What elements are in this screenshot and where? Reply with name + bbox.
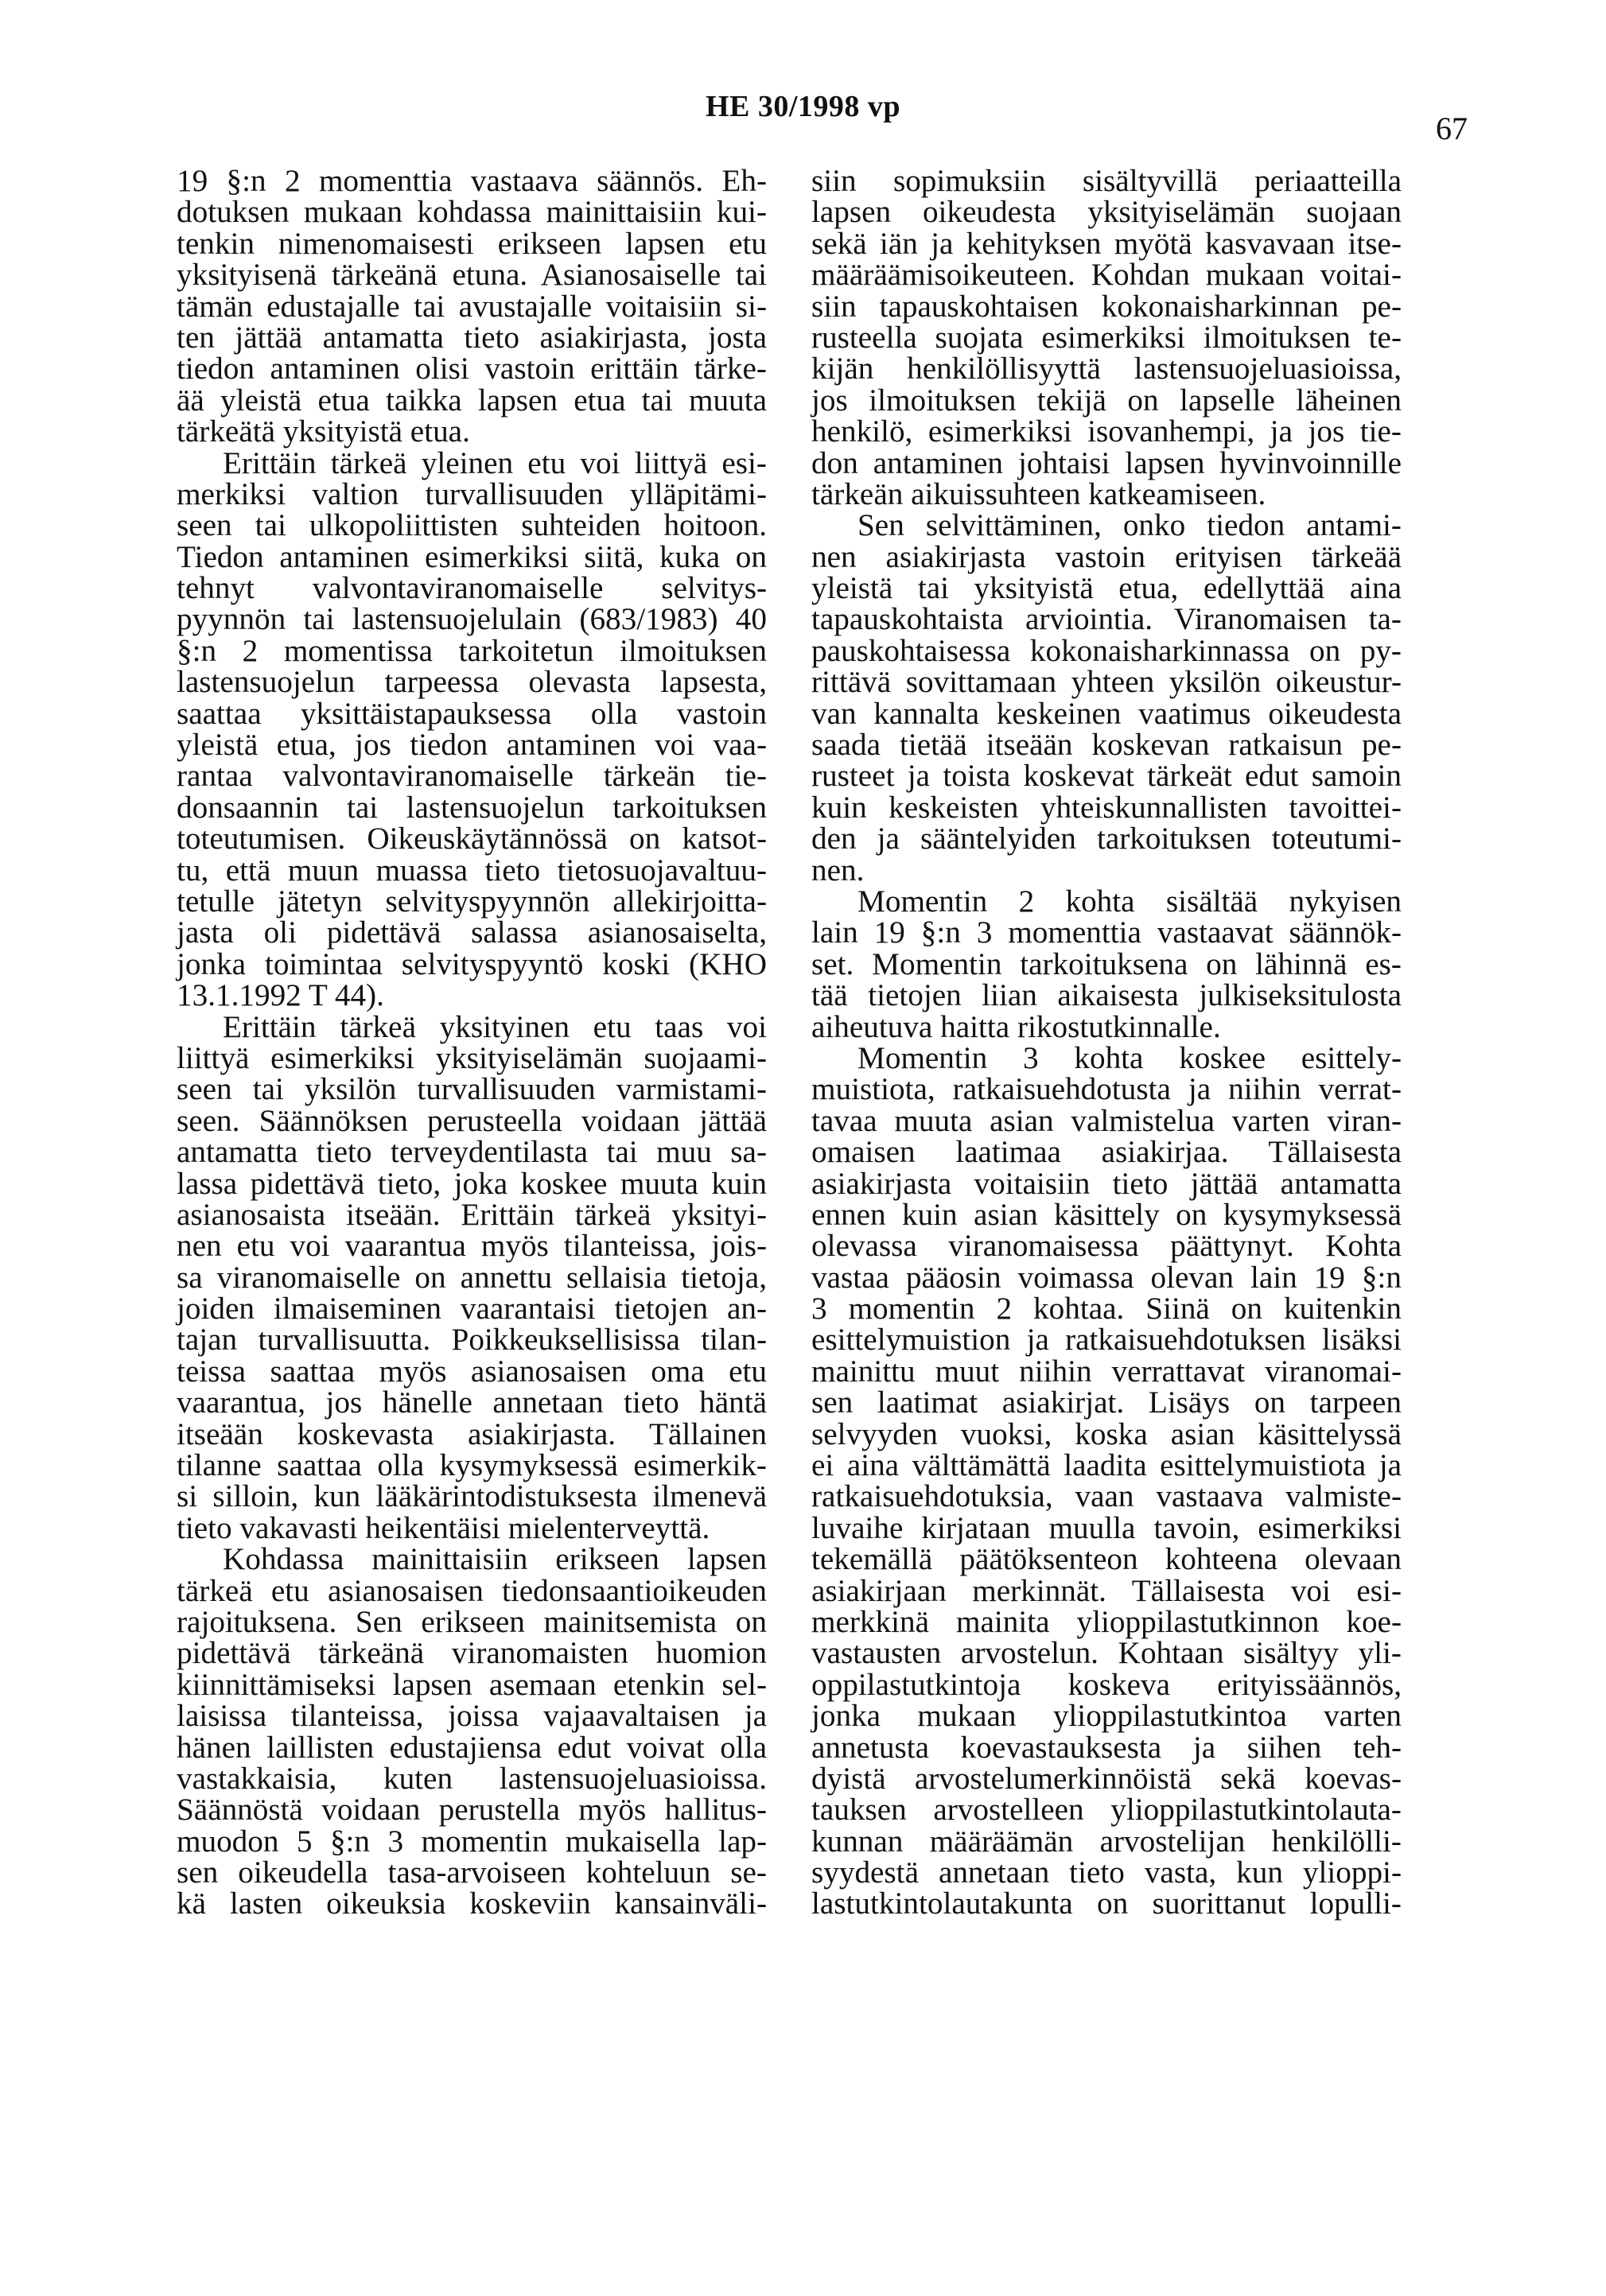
text-line: 3 momentin 2 kohtaa. Siinä on kuitenkin bbox=[811, 1292, 1402, 1327]
text-line: pyynnön tai lastensuojelulain (683/1983) 40 bbox=[177, 602, 767, 637]
text-line: jasta oli pidettävä salassa asianosaiselta, bbox=[177, 915, 767, 950]
left-text-column bbox=[177, 165, 767, 1920]
text-line: hänen laillisten edustajiensa edut voivat olla bbox=[177, 1730, 767, 1765]
text-line: lain 19 §:n 3 momenttia vastaavat säännök- bbox=[811, 915, 1402, 950]
text-line: lastutkintolautakunta on suorittanut lopulli- bbox=[811, 1886, 1402, 1921]
text-line: tää tietojen liian aikaisesta julkiseksitulosta bbox=[811, 978, 1402, 1013]
text-line: lapsen oikeudesta yksityiselämän suojaan bbox=[811, 195, 1402, 230]
text-line: Sen selvittäminen, onko tiedon antami- bbox=[857, 508, 1402, 543]
text-line: olevassa viranomaisessa päättynyt. Kohta bbox=[811, 1229, 1402, 1264]
text-line: tapauskohtaista arviointia. Viranomaisen ta- bbox=[811, 602, 1402, 637]
text-line: rajoituksena. Sen erikseen mainitsemista on bbox=[177, 1604, 767, 1639]
text-line: rantaa valvontaviranomaiselle tärkeän tie- bbox=[177, 759, 767, 794]
right-text-column bbox=[811, 165, 1402, 1920]
text-line: pidettävä tärkeänä viranomaisten huomion bbox=[177, 1636, 767, 1671]
text-line: seen. Säännöksen perusteella voidaan jättää bbox=[177, 1103, 767, 1138]
text-line: henkilö, esimerkiksi isovanhempi, ja jos tie- bbox=[811, 414, 1402, 449]
text-line: tauksen arvostelleen ylioppilastutkintolauta- bbox=[811, 1793, 1402, 1828]
text-line: kuin keskeisten yhteiskunnallisten tavoittei- bbox=[811, 790, 1402, 825]
text-line: rusteella suojata esimerkiksi ilmoituksen te- bbox=[811, 320, 1402, 355]
text-line: siin sopimuksiin sisältyvillä periaatteilla bbox=[811, 164, 1402, 198]
text-line: omaisen laatimaa asiakirjaa. Tällaisesta bbox=[811, 1135, 1402, 1170]
text-line: saada tietää itseään koskevan ratkaisun pe- bbox=[811, 728, 1402, 763]
text-line: muistiota, ratkaisuehdotusta ja niihin verrat- bbox=[811, 1072, 1402, 1107]
text-line: jonka toimintaa selvityspyyntö koski (KHO bbox=[177, 946, 767, 981]
text-line: tieto vakavasti heikentäisi mielenterveyttä. bbox=[177, 1510, 710, 1545]
text-line: esittelymuistion ja ratkaisuehdotuksen lisäksi bbox=[811, 1323, 1402, 1358]
text-line: 13.1.1992 T 44). bbox=[177, 978, 384, 1013]
text-line: Erittäin tärkeä yleinen etu voi liittyä esi- bbox=[223, 445, 767, 480]
text-line: syydestä annetaan tieto vasta, kun ylioppi- bbox=[811, 1855, 1402, 1890]
text-line: tekemällä päätöksenteon kohteena olevaan bbox=[811, 1542, 1402, 1577]
text-line: saattaa yksittäistapauksessa olla vastoin bbox=[177, 696, 767, 731]
text-line: antamatta tieto terveydentilasta tai muu sa- bbox=[177, 1135, 767, 1170]
text-line: §:n 2 momentissa tarkoitetun ilmoituksen bbox=[177, 633, 767, 668]
page-number: 67 bbox=[1436, 111, 1468, 146]
text-line: jonka mukaan ylioppilastutkintoa varten bbox=[811, 1699, 1402, 1734]
text-line: vastausten arvostelun. Kohtaan sisältyy yli- bbox=[811, 1636, 1402, 1671]
text-line: ratkaisuehdotuksia, vaan vastaava valmiste- bbox=[811, 1479, 1402, 1514]
text-line: oppilastutkintoja koskeva erityissäännös, bbox=[811, 1667, 1402, 1702]
text-line: siin tapauskohtaisen kokonaisharkinnan pe- bbox=[811, 289, 1402, 324]
text-line: ei aina välttämättä laadita esittelymuistiota ja bbox=[811, 1448, 1402, 1483]
text-line: tiedon antaminen olisi vastoin erittäin tärke- bbox=[177, 352, 767, 387]
text-line: ten jättää antamatta tieto asiakirjasta, josta bbox=[177, 320, 767, 355]
page-header bbox=[0, 89, 1606, 146]
text-line: lassa pidettävä tieto, joka koskee muuta kuin bbox=[177, 1166, 767, 1201]
text-line: yleistä tai yksityistä etua, edellyttää aina bbox=[811, 571, 1402, 606]
text-line: donsaannin tai lastensuojelun tarkoituksen bbox=[177, 790, 767, 825]
text-line: lastensuojelun tarpeessa olevasta lapsesta, bbox=[177, 665, 767, 700]
text-line: 19 §:n 2 momenttia vastaava säännös. Eh- bbox=[177, 164, 767, 198]
text-line: tärkeä etu asianosaisen tiedonsaantioikeuden bbox=[177, 1573, 767, 1608]
text-line: merkkinä mainita ylioppilastutkinnon koe- bbox=[811, 1604, 1402, 1639]
text-line: dotuksen mukaan kohdassa mainittaisiin kui- bbox=[177, 195, 767, 230]
running-title: HE 30/1998 vp bbox=[705, 90, 901, 123]
text-line: muodon 5 §:n 3 momentin mukaisella lap- bbox=[177, 1824, 767, 1859]
text-line: toteutumisen. Oikeuskäytännössä on katsot- bbox=[177, 822, 767, 857]
text-line: tärkeätä yksityistä etua. bbox=[177, 414, 470, 449]
text-line: nen asiakirjasta vastoin erityisen tärkeää bbox=[811, 539, 1402, 574]
text-line: sa viranomaiselle on annettu sellaisia tietoja, bbox=[177, 1260, 767, 1295]
text-line: kiinnittämiseksi lapsen asemaan etenkin sel- bbox=[177, 1667, 767, 1702]
text-line: teissa saattaa myös asianosaisen oma etu bbox=[177, 1354, 767, 1389]
text-line: rittävä sovittamaan yhteen yksilön oikeustur- bbox=[811, 665, 1402, 700]
text-line: vastakkaisia, kuten lastensuojeluasioissa. bbox=[177, 1761, 767, 1796]
text-line: nen etu voi vaarantua myös tilanteissa, jois- bbox=[177, 1229, 767, 1264]
text-line: nen. bbox=[811, 853, 865, 888]
text-line: Momentin 3 kohta koskee esittely- bbox=[857, 1040, 1402, 1075]
text-line: den ja sääntelyiden tarkoituksen toteutumi- bbox=[811, 822, 1402, 857]
text-line: sekä iän ja kehityksen myötä kasvavaan itse- bbox=[811, 226, 1402, 261]
text-line: itseään koskevasta asiakirjasta. Tällainen bbox=[177, 1416, 767, 1451]
text-line: Erittäin tärkeä yksityinen etu taas voi bbox=[223, 1009, 767, 1044]
text-line: tämän edustajalle tai avustajalle voitaisiin si- bbox=[177, 289, 767, 324]
text-line: dyistä arvostelumerkinnöistä sekä koevas- bbox=[811, 1761, 1402, 1796]
text-line: Säännöstä voidaan perustella myös hallitus- bbox=[177, 1793, 767, 1828]
text-line: kä lasten oikeuksia koskeviin kansainväli- bbox=[177, 1886, 767, 1921]
text-line: joiden ilmaiseminen vaarantaisi tietojen an- bbox=[177, 1292, 767, 1327]
text-line: luvaihe kirjataan muulla tavoin, esimerkiksi bbox=[811, 1510, 1402, 1545]
text-line: tärkeän aikuissuhteen katkeamiseen. bbox=[811, 476, 1266, 511]
text-line: liittyä esimerkiksi yksityiselämän suojaami- bbox=[177, 1040, 767, 1075]
text-line: laisissa tilanteissa, joissa vajaavaltaisen ja bbox=[177, 1699, 767, 1734]
text-line: seen tai yksilön turvallisuuden varmistami- bbox=[177, 1072, 767, 1107]
text-line: merkiksi valtion turvallisuuden ylläpitämi- bbox=[177, 476, 767, 511]
text-line: rusteet ja toista koskevat tärkeät edut samoin bbox=[811, 759, 1402, 794]
text-line: set. Momentin tarkoituksena on lähinnä es- bbox=[811, 946, 1402, 981]
text-line: don antaminen johtaisi lapsen hyvinvoinnille bbox=[811, 445, 1402, 480]
text-line: Kohdassa mainittaisiin erikseen lapsen bbox=[223, 1542, 767, 1577]
text-line: asiakirjaan merkinnät. Tällaisesta voi esi- bbox=[811, 1573, 1402, 1608]
text-line: tehnyt valvontaviranomaiselle selvitys- bbox=[177, 571, 767, 606]
text-line: yleistä etua, jos tiedon antaminen voi vaa- bbox=[177, 728, 767, 763]
text-line: pauskohtaisessa kokonaisharkinnassa on py- bbox=[811, 633, 1402, 668]
text-line: vaarantua, jos hänelle annetaan tieto häntä bbox=[177, 1385, 767, 1420]
text-line: tavaa muuta asian valmistelua varten viran- bbox=[811, 1103, 1402, 1138]
text-line: jos ilmoituksen tekijä on lapselle läheinen bbox=[811, 383, 1402, 418]
text-line: kunnan määräämän arvostelijan henkilölli- bbox=[811, 1824, 1402, 1859]
text-line: ennen kuin asian käsittely on kysymyksessä bbox=[811, 1197, 1402, 1232]
text-line: annetusta koevastauksesta ja siihen teh- bbox=[811, 1730, 1402, 1765]
text-line: seen tai ulkopoliittisten suhteiden hoitoon. bbox=[177, 508, 767, 543]
text-line: tajan turvallisuutta. Poikkeuksellisissa tilan- bbox=[177, 1323, 767, 1358]
text-line: määräämisoikeuteen. Kohdan mukaan voitai- bbox=[811, 258, 1402, 293]
text-line: van kannalta keskeinen vaatimus oikeudesta bbox=[811, 696, 1402, 731]
text-line: tu, että muun muassa tieto tietosuojavaltuu- bbox=[177, 853, 767, 888]
text-line: kijän henkilöllisyyttä lastensuojeluasioissa, bbox=[811, 352, 1402, 387]
text-line: si silloin, kun lääkärintodistuksesta ilmenevä bbox=[177, 1479, 767, 1514]
text-line: sen laatimat asiakirjat. Lisäys on tarpeen bbox=[811, 1385, 1402, 1420]
text-line: tilanne saattaa olla kysymyksessä esimerkik- bbox=[177, 1448, 767, 1483]
text-line: tetulle jätetyn selvityspyynnön allekirjoitta- bbox=[177, 884, 767, 919]
text-line: selvyyden vuoksi, koska asian käsittelyssä bbox=[811, 1416, 1402, 1451]
text-line: asianosaista itseään. Erittäin tärkeä yksityi- bbox=[177, 1197, 767, 1232]
text-line: Tiedon antaminen esimerkiksi siitä, kuka on bbox=[177, 539, 767, 574]
text-line: ää yleistä etua taikka lapsen etua tai muuta bbox=[177, 383, 767, 418]
text-line: aiheutuva haitta rikostutkinnalle. bbox=[811, 1009, 1221, 1044]
text-line: sen oikeudella tasa-arvoiseen kohteluun se- bbox=[177, 1855, 767, 1890]
text-line: Momentin 2 kohta sisältää nykyisen bbox=[857, 884, 1402, 919]
text-line: tenkin nimenomaisesti erikseen lapsen etu bbox=[177, 226, 767, 261]
text-line: asiakirjasta voitaisiin tieto jättää antamatta bbox=[811, 1166, 1402, 1201]
text-line: mainittu muut niihin verrattavat viranomai- bbox=[811, 1354, 1402, 1389]
text-line: vastaa pääosin voimassa olevan lain 19 §:n bbox=[811, 1260, 1402, 1295]
text-line: yksityisenä tärkeänä etuna. Asianosaiselle tai bbox=[177, 258, 767, 293]
